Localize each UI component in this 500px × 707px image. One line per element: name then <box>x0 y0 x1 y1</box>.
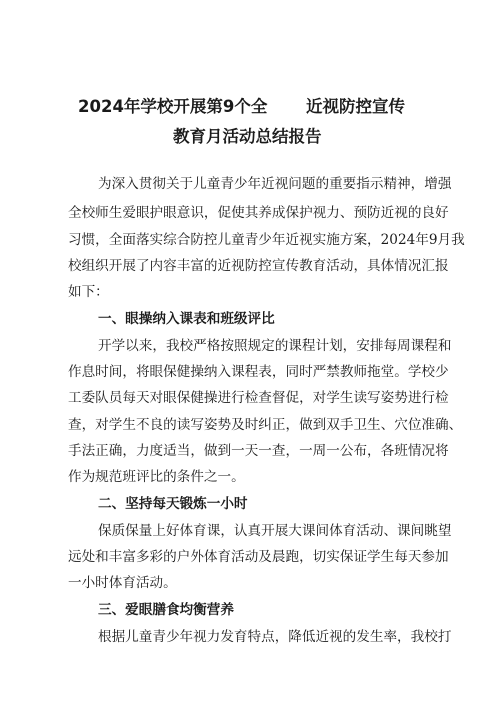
paragraph-line: 习惯，全面落实综合防控儿童青少年近视实施方案，2024年9月我 <box>68 232 465 248</box>
paragraph-line: 校组织开展了内容丰富的近视防控宣传教育活动，具体情况汇报 <box>68 258 449 274</box>
paragraph-line: 为深入贯彻关于儿童青少年近视问题的重要指示精神，增强 <box>98 176 452 192</box>
paragraph-line: 手法正确，力度适当，做到一天一查，一周一公布，各班情况将 <box>68 443 449 459</box>
paragraph-line: 作息时间，将眼保健操纳入课程表，同时严禁教师拖堂。学校少 <box>68 364 449 380</box>
paragraph-line: 作为规范班评比的条件之一。 <box>68 469 245 485</box>
paragraph-line: 如下： <box>68 284 109 300</box>
section-heading: 三、爱眼膳食均衡营养 <box>98 602 234 618</box>
paragraph-line: 开学以来，我校严格按照规定的课程计划，安排每周课程和 <box>98 338 452 354</box>
paragraph-line: 全校师生爱眼护眼意识，促使其养成保护视力、预防近视的良好 <box>68 205 449 221</box>
title-part2: 近视防控宣传 <box>306 97 405 116</box>
section-heading: 二、坚持每天锻炼一小时 <box>98 496 248 512</box>
section-heading: 一、眼操纳入课表和班级评比 <box>98 311 275 327</box>
paragraph-line: 保质保量上好体育课，认真开展大课间体育活动、课间眺望 <box>98 523 452 539</box>
paragraph-line: 根据儿童青少年视力发育特点，降低近视的发生率，我校打 <box>98 629 452 645</box>
title-part3: 教育月活动总结报告 <box>173 127 322 146</box>
paragraph-line: 查，对学生不良的读写姿势及时纠正，做到双手卫生、穴位准确、 <box>68 417 463 433</box>
paragraph-line: 工委队员每天对眼保健操进行检查督促，对学生读写姿势进行检 <box>68 390 449 406</box>
title-part1: 2024年学校开展第9个全 <box>78 97 268 116</box>
paragraph-line: 远处和丰富多彩的户外体育活动及晨跑，切实保证学生每天参加 <box>68 549 449 565</box>
paragraph-line: 一小时体育活动。 <box>68 575 177 591</box>
